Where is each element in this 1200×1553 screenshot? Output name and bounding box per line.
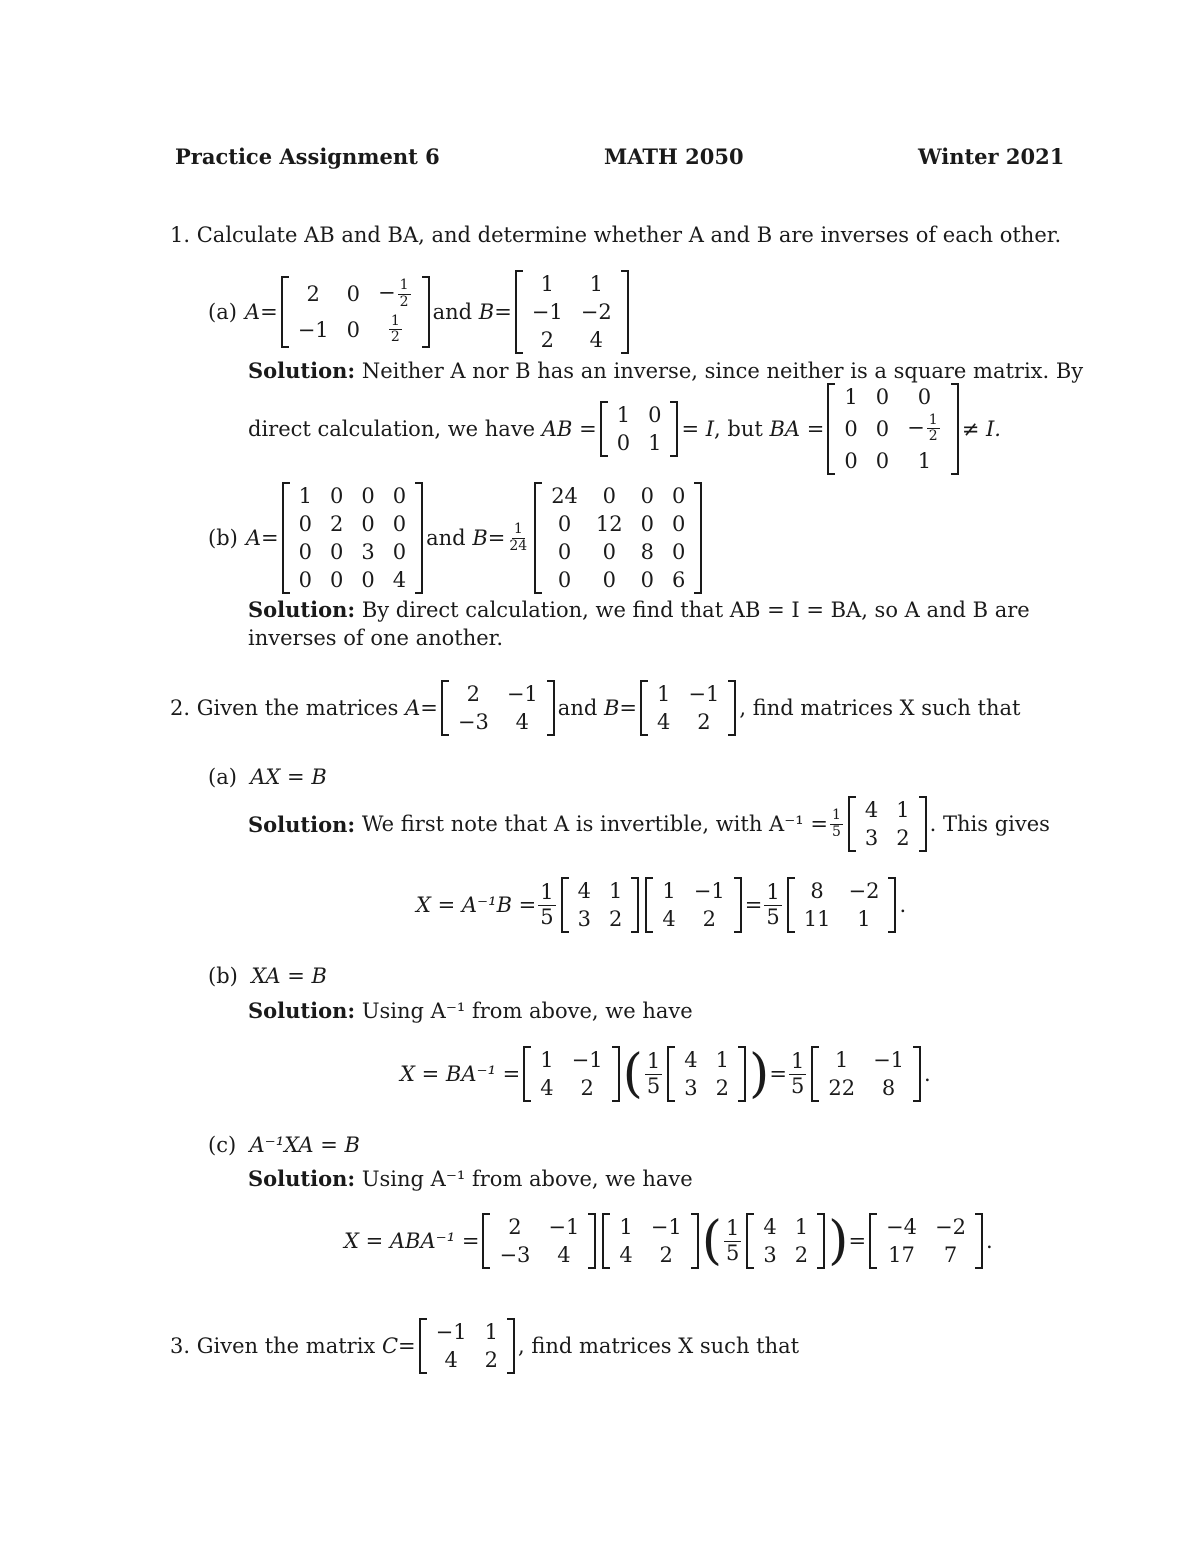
q2c-result-matrix: −4 −2 17 7 bbox=[869, 1213, 983, 1269]
q1a-matrix-BA: 1 0 0 0 0 − $\frac{1}{2}$ 0 0 1 bbox=[827, 383, 958, 475]
q1b-matrix-B: 24 0 0 0 0 12 0 0 0 0 8 0 0 0 0 6 bbox=[534, 482, 702, 594]
q1a-matrix-AB: 1 0 0 1 bbox=[600, 401, 679, 457]
q1b-matrix-A: 1 0 0 0 0 2 0 0 0 0 3 0 0 0 0 4 bbox=[282, 482, 424, 594]
q2a-solution: Solution: We first note that A is invertible, with A⁻¹ = $\frac{1}{5}$ 4 1 3 2 . This gives bbox=[248, 798, 1050, 850]
q1-prompt bbox=[170, 223, 1061, 247]
q2b-result-matrix: 1 −1 22 8 bbox=[811, 1046, 921, 1102]
q1a-solution-line2: direct calculation, we have AB = 1 0 0 1 = I , but BA = 1 0 0 0 0 − $\frac{1}{2}$ 0 0 1 ≠ I. bbox=[248, 385, 1001, 473]
q1-number: 1. bbox=[170, 223, 191, 247]
q2a-display: X = A⁻¹B = $\frac{1}{5}$ 4 1 3 2 1 −1 4 2 = $\frac{1}{5}$ 8 −2 11 1 . bbox=[416, 879, 907, 931]
q2a-result-matrix: 8 −2 11 1 bbox=[787, 877, 897, 933]
q1a-label: (a) bbox=[208, 300, 237, 324]
q2c-label-line: (c) A⁻¹XA = B bbox=[208, 1133, 360, 1157]
q1b-solution-line1: Solution: By direct calculation, we find that AB = I = BA, so A and B are bbox=[248, 597, 1030, 622]
q1a-matrices: (a) A = 2 0 − $\frac{1}{2}$ −1 0 $\frac{1}{2}$ and B = 1 1 −1 −2 2 4 bbox=[208, 270, 632, 354]
header-right: Winter 2021 bbox=[918, 144, 1065, 169]
q1b-label: (b) bbox=[208, 526, 238, 550]
header-left: Practice Assignment 6 bbox=[175, 144, 440, 169]
q2b-display: X = BA⁻¹ = 1 −1 4 2 ( $\frac{1}{5}$ 4 1 3 2 ) = $\frac{1}{5}$ 1 −1 22 8 . bbox=[400, 1044, 931, 1104]
q1a-matrix-A: 2 0 − $\frac{1}{2}$ −1 0 $\frac{1}{2}$ bbox=[281, 276, 430, 348]
q2a-matrix-Ainv: 4 1 3 2 bbox=[848, 796, 927, 852]
q2a-label-line: (a) AX = B bbox=[208, 765, 327, 789]
q2c-solution: Solution: Using A⁻¹ from above, we have bbox=[248, 1166, 693, 1191]
q2c-display: X = ABA⁻¹ = 2 −1 −3 4 1 −1 4 2 ( $\frac{1}{5}$ 4 1 3 2 ) = −4 −2 17 7 . bbox=[344, 1211, 993, 1271]
q3-matrix-C: −1 1 4 2 bbox=[419, 1318, 515, 1374]
q1a-solution-line1: Solution: Neither A nor B has an inverse, since neither is a square matrix. By bbox=[248, 358, 1084, 383]
q1-prompt-text: Calculate AB and BA, and determine whether A and B are inverses of each other. bbox=[196, 223, 1062, 247]
q2b-label-line: (b) XA = B bbox=[208, 964, 327, 988]
q1b-solution-line2: inverses of one another. bbox=[248, 626, 504, 650]
header-center: MATH 2050 bbox=[604, 144, 744, 169]
q1a-matrix-B: 1 1 −1 −2 2 4 bbox=[515, 270, 629, 354]
q2b-solution: Solution: Using A⁻¹ from above, we have bbox=[248, 998, 693, 1023]
q2-matrix-A: 2 −1 −3 4 bbox=[441, 680, 555, 736]
q1b-matrices: (b) A = 1 0 0 0 0 2 0 0 0 0 3 0 0 0 0 4 and B = $\frac{1}{24}$ 24 0 0 0 0 12 0 0 0 0 8 0 0 0 0 6 bbox=[208, 482, 705, 594]
q3-prompt: 3. Given the matrix C = −1 1 4 2 , find matrices X such that bbox=[170, 1320, 800, 1372]
q2-prompt: 2. Given the matrices A = 2 −1 −3 4 and B = 1 −1 4 2 , find matrices X such that bbox=[170, 682, 1021, 734]
q2-matrix-B: 1 −1 4 2 bbox=[640, 680, 736, 736]
